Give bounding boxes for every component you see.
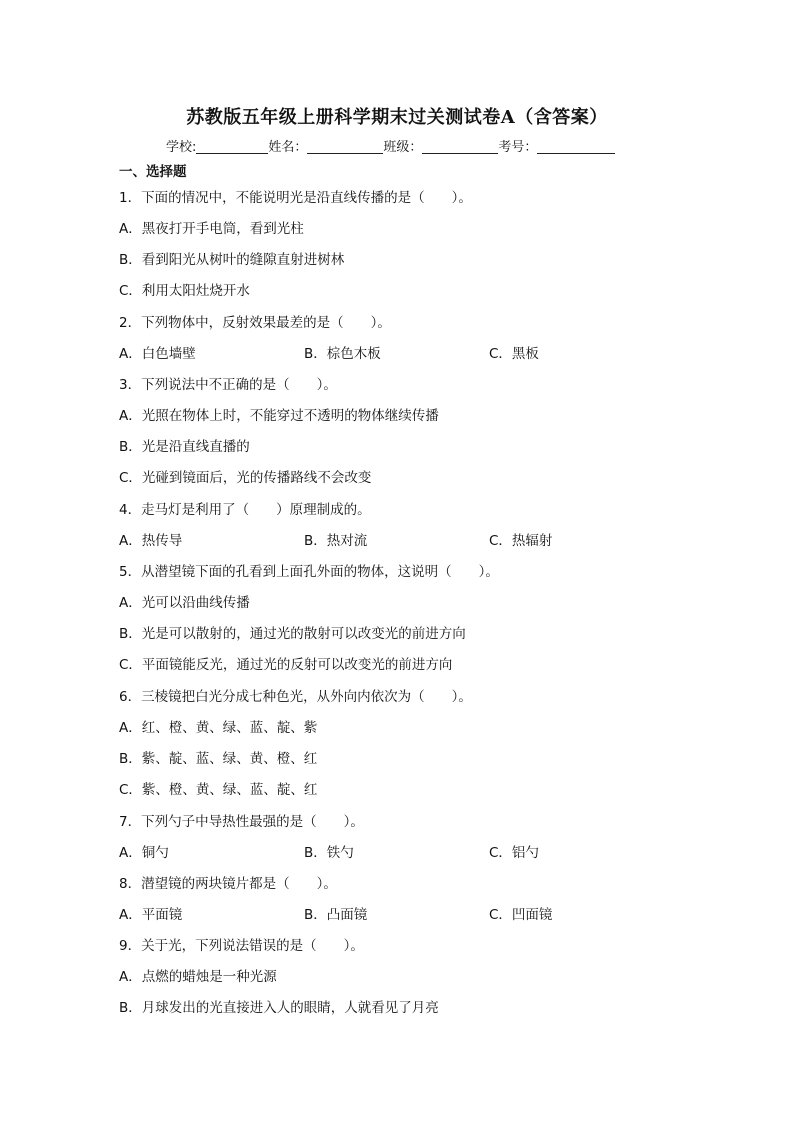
- class-label: 班级：: [383, 140, 423, 155]
- option-b: B．紫、靛、蓝、绿、黄、橙、红: [119, 751, 318, 767]
- option-b: B．月球发出的光直接进入人的眼睛，人就看见了月亮: [119, 1000, 439, 1016]
- section-title: 一、选择题: [119, 164, 187, 180]
- option-c: C．凹面镜: [489, 907, 553, 923]
- question-stem: 2．下列物体中，反射效果最差的是（ ）。: [119, 315, 391, 331]
- question-stem: 5．从潜望镜下面的孔看到上面孔外面的物体，这说明（ ）。: [119, 564, 499, 580]
- question-stem: 4．走马灯是利用了（ ）原理制成的。: [119, 502, 371, 518]
- page-title: 苏教版五年级上册科学期末过关测试卷A（含答案）: [186, 107, 608, 128]
- option-b: B．热对流: [304, 533, 368, 549]
- question-stem: 9．关于光，下列说法错误的是（ ）。: [119, 938, 364, 954]
- option-c: C．热辐射: [489, 533, 553, 549]
- option-a: A．红、橙、黄、绿、蓝、靛、紫: [119, 720, 318, 736]
- name-label: 姓名：: [268, 140, 308, 155]
- exam-no-label: 考号：: [498, 140, 538, 155]
- option-a: A．光照在物体上时，不能穿过不透明的物体继续传播: [119, 408, 439, 424]
- option-b: B．棕色木板: [304, 346, 381, 362]
- school-label: 学校:: [166, 140, 197, 155]
- question-stem: 6．三棱镜把白光分成七种色光，从外向内依次为（ ）。: [119, 689, 472, 705]
- option-c: C．平面镜能反光，通过光的反射可以改变光的前进方向: [119, 657, 453, 673]
- option-c: C．利用太阳灶烧开水: [119, 283, 250, 299]
- option-b: B．看到阳光从树叶的缝隙直射进树林: [119, 252, 345, 268]
- student-info-line: [166, 136, 615, 155]
- question-stem: 7．下列勺子中导热性最强的是（ ）。: [119, 814, 364, 830]
- option-c: C．黑板: [489, 346, 539, 362]
- option-a: A．黑夜打开手电筒，看到光柱: [119, 221, 304, 237]
- school-blank: [196, 139, 268, 154]
- option-c: C．紫、橙、黄、绿、蓝、靛、红: [119, 782, 318, 798]
- option-a: A．平面镜: [119, 907, 183, 923]
- option-a: A．点燃的蜡烛是一种光源: [119, 969, 277, 985]
- option-c: C．铝勺: [489, 845, 539, 861]
- option-a: A．热传导: [119, 533, 183, 549]
- option-a: A．白色墙壁: [119, 346, 196, 362]
- option-c: C．光碰到镜面后，光的传播路线不会改变: [119, 470, 372, 486]
- question-stem: 8．潜望镜的两块镜片都是（ ）。: [119, 876, 337, 892]
- option-b: B．铁勺: [304, 845, 354, 861]
- question-stem: 3．下列说法中不正确的是（ ）。: [119, 377, 337, 393]
- exam-no-blank: [537, 139, 615, 154]
- option-b: B．凸面镜: [304, 907, 368, 923]
- option-b: B．光是可以散射的，通过光的散射可以改变光的前进方向: [119, 626, 466, 642]
- option-a: A．铜勺: [119, 845, 169, 861]
- question-stem: 1．下面的情况中，不能说明光是沿直线传播的是（ ）。: [119, 190, 472, 206]
- name-blank: [307, 139, 383, 154]
- class-blank: [422, 139, 498, 154]
- option-b: B．光是沿直线直播的: [119, 439, 250, 455]
- option-a: A．光可以沿曲线传播: [119, 595, 250, 611]
